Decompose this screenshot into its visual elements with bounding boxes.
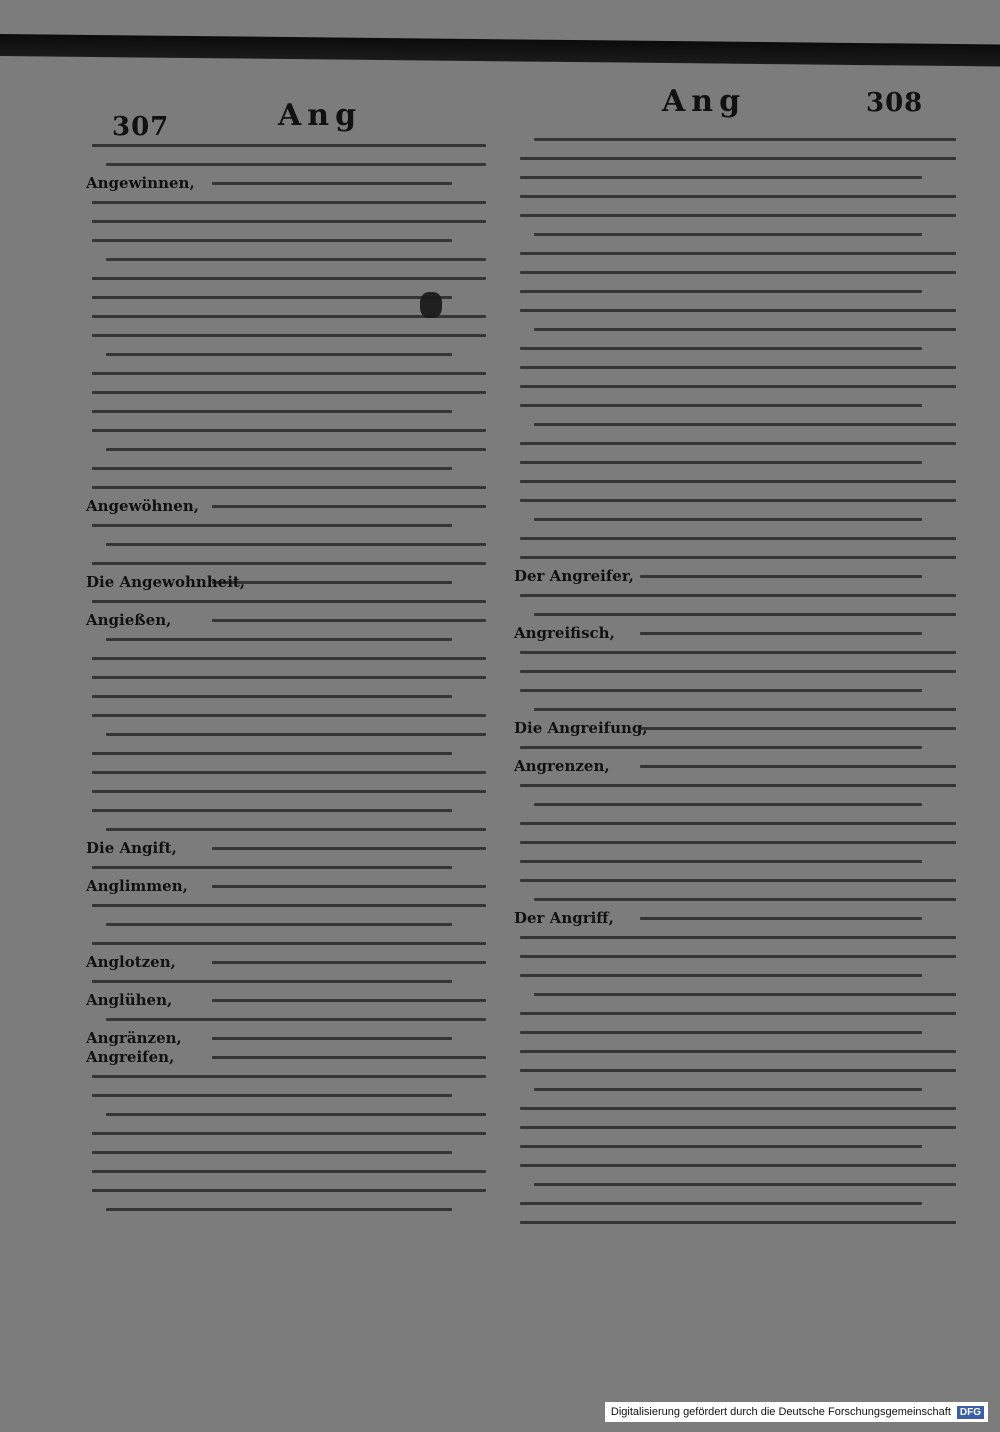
- text-line: [520, 499, 956, 502]
- text-line: [92, 866, 452, 869]
- headword: Angreifisch,: [514, 624, 615, 642]
- text-line: [106, 1113, 486, 1116]
- text-line: [92, 486, 486, 489]
- text-line: [106, 1208, 452, 1211]
- text-line: [92, 942, 486, 945]
- dfg-logo: DFG: [957, 1406, 984, 1419]
- text-line: [520, 936, 956, 939]
- text-line: [92, 296, 452, 299]
- text-line: [534, 423, 956, 426]
- text-line: [212, 999, 486, 1002]
- text-line: [106, 353, 452, 356]
- text-line: [92, 562, 486, 565]
- text-line: [212, 1037, 452, 1040]
- text-line: [92, 752, 452, 755]
- text-line: [520, 784, 956, 787]
- text-line: [92, 809, 452, 812]
- text-line: [92, 410, 452, 413]
- text-line: [106, 923, 452, 926]
- text-line: [534, 1088, 922, 1091]
- text-line: [212, 885, 486, 888]
- headword: Angießen,: [86, 611, 172, 629]
- left-page-number: 307: [112, 112, 170, 142]
- text-line: [106, 448, 486, 451]
- text-line: [520, 974, 922, 977]
- text-line: [520, 556, 956, 559]
- text-line: [640, 575, 922, 578]
- text-line: [92, 1075, 486, 1078]
- text-line: [534, 993, 956, 996]
- text-line: [92, 657, 486, 660]
- text-line: [520, 1107, 956, 1110]
- text-line: [212, 581, 452, 584]
- text-line: [520, 366, 956, 369]
- text-line: [212, 182, 452, 185]
- text-line: [520, 860, 922, 863]
- text-line: [212, 961, 486, 964]
- text-line: [520, 461, 922, 464]
- text-line: [534, 803, 922, 806]
- text-line: [212, 619, 486, 622]
- text-line: [520, 594, 956, 597]
- text-line: [520, 195, 956, 198]
- text-line: [520, 157, 956, 160]
- text-line: [106, 258, 486, 261]
- text-line: [520, 1221, 956, 1224]
- text-line: [92, 1132, 486, 1135]
- text-line: [520, 1126, 956, 1129]
- text-line: [92, 372, 486, 375]
- headword: Anglühen,: [86, 991, 173, 1009]
- text-line: [520, 1164, 956, 1167]
- left-running-header: Ang: [278, 98, 363, 133]
- right-running-header: Ang: [662, 84, 747, 119]
- headword: Angränzen,: [86, 1029, 182, 1047]
- right-page-number: 308: [866, 88, 924, 118]
- text-line: [640, 765, 956, 768]
- text-line: [534, 898, 956, 901]
- text-line: [520, 480, 956, 483]
- text-line: [520, 689, 922, 692]
- text-line: [640, 917, 922, 920]
- text-line: [520, 746, 922, 749]
- text-line: [520, 841, 956, 844]
- text-line: [92, 315, 486, 318]
- text-line: [520, 1031, 922, 1034]
- headword: Die Angift,: [86, 839, 177, 857]
- text-line: [92, 467, 452, 470]
- text-line: [106, 733, 486, 736]
- text-line: [520, 651, 956, 654]
- text-line: [92, 524, 452, 527]
- footer-text: Digitalisierung gefördert durch die Deutsche Forschungsgemeinschaft: [610, 1406, 951, 1418]
- text-line: [520, 176, 922, 179]
- text-line: [92, 429, 486, 432]
- text-line: [534, 1183, 956, 1186]
- text-line: [520, 1050, 956, 1053]
- text-line: [520, 290, 922, 293]
- text-line: [106, 1018, 486, 1021]
- text-line: [92, 334, 486, 337]
- text-line: [92, 980, 452, 983]
- text-line: [534, 518, 922, 521]
- headword: Der Angriff,: [514, 909, 614, 927]
- text-line: [520, 1012, 956, 1015]
- text-line: [212, 847, 486, 850]
- text-line: [92, 201, 486, 204]
- text-line: [520, 252, 956, 255]
- text-line: [520, 1069, 956, 1072]
- text-line: [106, 163, 486, 166]
- text-line: [92, 714, 486, 717]
- text-line: [520, 271, 956, 274]
- text-line: [212, 505, 486, 508]
- text-line: [520, 537, 956, 540]
- text-line: [534, 613, 956, 616]
- digitization-footer: [605, 1402, 988, 1422]
- text-line: [106, 543, 486, 546]
- text-line: [92, 1151, 452, 1154]
- text-line: [520, 1145, 922, 1148]
- text-line: [92, 1094, 452, 1097]
- text-line: [92, 904, 486, 907]
- text-line: [520, 404, 922, 407]
- headword: Anglotzen,: [86, 953, 176, 971]
- headword: Der Angreifer,: [514, 567, 634, 585]
- headword: Angewinnen,: [86, 174, 195, 192]
- text-line: [520, 442, 956, 445]
- text-line: [92, 144, 486, 147]
- text-line: [534, 328, 956, 331]
- text-line: [92, 391, 486, 394]
- text-line: [534, 233, 922, 236]
- text-line: [92, 1170, 486, 1173]
- text-line: [92, 695, 452, 698]
- headword: Die Angreifung,: [514, 719, 648, 737]
- text-line: [212, 1056, 486, 1059]
- text-line: [520, 385, 956, 388]
- text-line: [520, 879, 956, 882]
- text-line: [640, 727, 956, 730]
- text-line: [534, 708, 956, 711]
- headword: Angewöhnen,: [86, 497, 199, 515]
- text-line: [520, 1202, 922, 1205]
- headword: Angrenzen,: [514, 757, 610, 775]
- text-line: [520, 347, 922, 350]
- text-line: [92, 239, 452, 242]
- text-line: [92, 600, 486, 603]
- text-line: [520, 214, 956, 217]
- headword: Angreifen,: [86, 1048, 175, 1066]
- text-line: [106, 638, 452, 641]
- text-line: [520, 955, 956, 958]
- text-line: [640, 632, 922, 635]
- text-line: [520, 822, 956, 825]
- headword: Die Angewohnheit,: [86, 573, 246, 591]
- text-line: [92, 676, 486, 679]
- text-line: [92, 1189, 486, 1192]
- headword: Anglimmen,: [86, 877, 188, 895]
- text-line: [520, 670, 956, 673]
- text-line: [92, 277, 486, 280]
- text-line: [106, 828, 486, 831]
- text-line: [92, 790, 486, 793]
- text-line: [520, 309, 956, 312]
- scan-border: [0, 0, 1000, 56]
- text-line: [92, 220, 486, 223]
- text-line: [92, 771, 486, 774]
- text-line: [534, 138, 956, 141]
